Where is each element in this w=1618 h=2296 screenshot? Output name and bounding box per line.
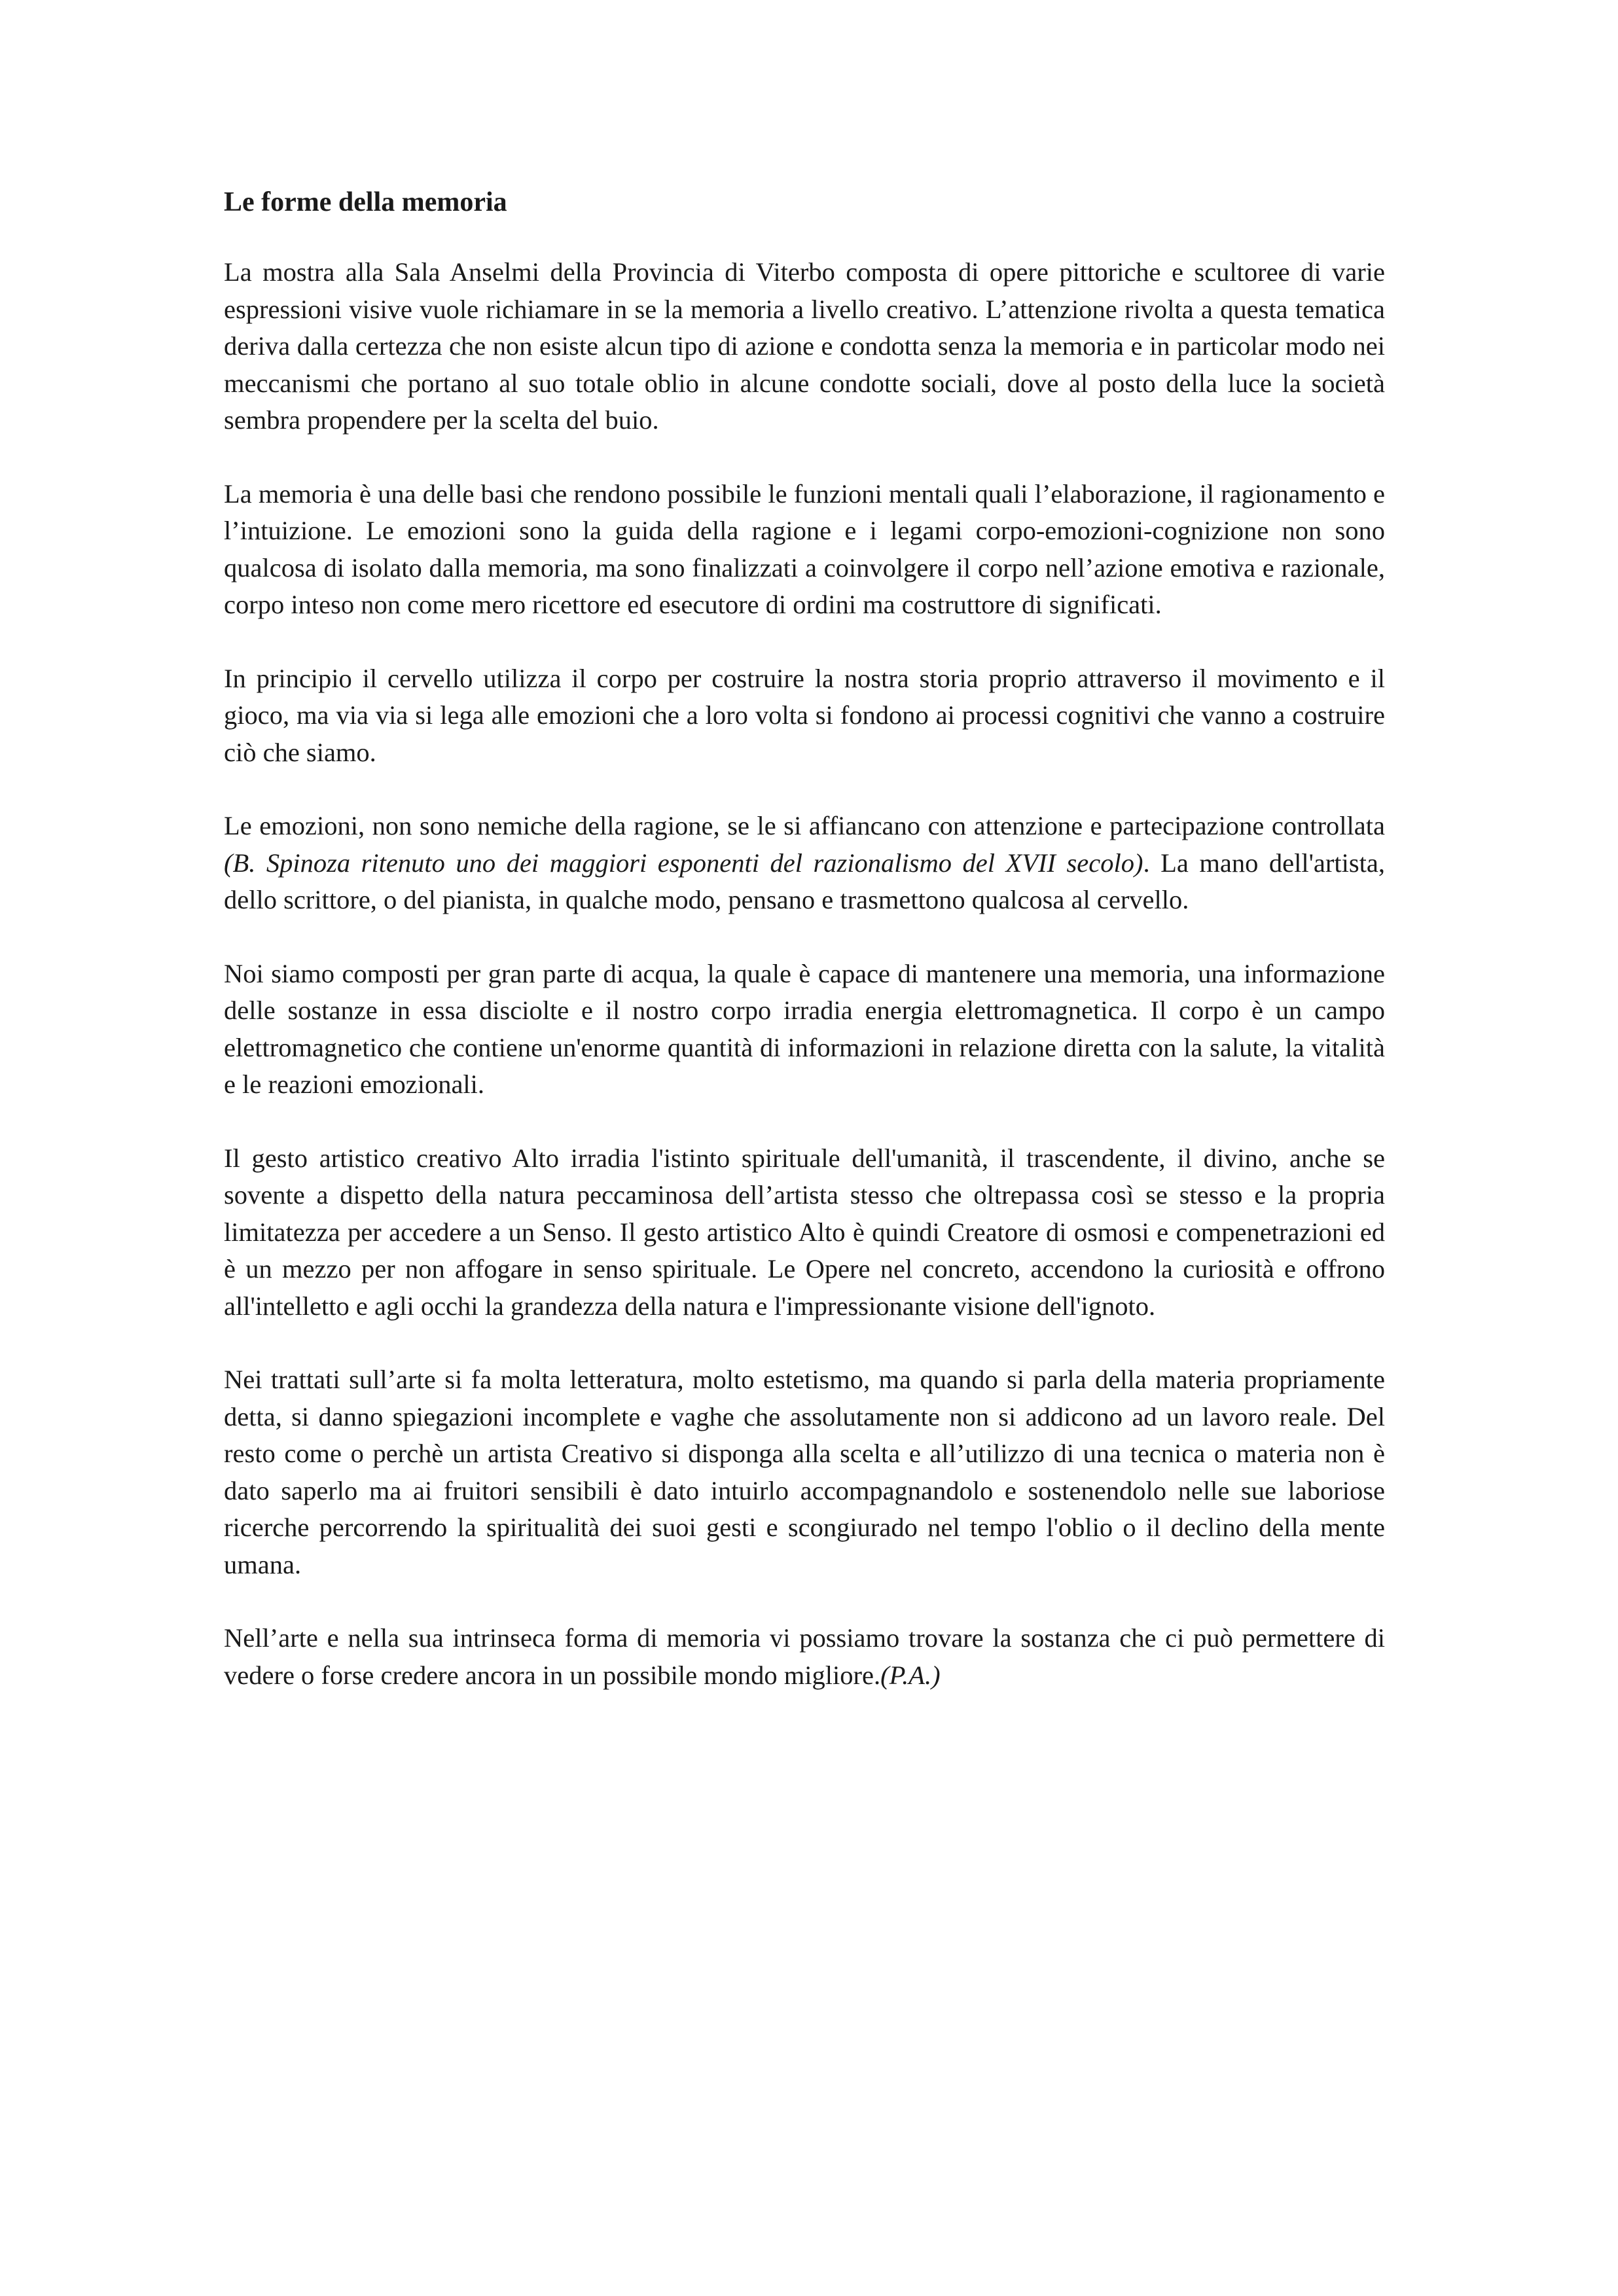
document-page [224, 183, 1385, 1731]
paragraph-8-text: Nell’arte e nella sua intrinseca forma di memoria vi possiamo trovare la sostanza che ci può permettere di vedere o forse credere ancora in un possibile mondo migliore. [224, 1623, 1385, 1690]
paragraph-4 [224, 808, 1385, 919]
paragraph-8-signature: (P.A.) [880, 1660, 941, 1690]
document-title: Le forme della memoria [224, 187, 507, 217]
paragraph-6: Il gesto artistico creativo Alto irradia l'istinto spirituale dell'umanità, il trascendente, il divino, anche se sovente a dispetto della natura peccaminosa dell’artista stesso che oltrepassa così se stesso e la propria limitatezza per accedere a un Senso. Il gesto artistico Alto è quindi Creatore di osmosi e compenetrazioni ed è un mezzo per non affogare in senso spirituale. Le Opere nel concreto, accendono la curiosità e offrono all'intelletto e agli occhi la grandezza della natura e l'impressionante visione dell'ignoto. [224, 1143, 1385, 1321]
paragraph-5: Noi siamo composti per gran parte di acqua, la quale è capace di mantenere una memoria, una informazione delle sostanze in essa disciolte e il nostro corpo irradia energia elettromagnetica. Il corpo è un campo elettromagnetico che contiene un'enorme quantità di informazioni in relazione diretta con la salute, la vitalità e le reazioni emozionali. [224, 958, 1385, 1099]
paragraph-4-text-before: Le emozioni, non sono nemiche della ragione, se le si affiancano con attenzione e partecipazione controllata [224, 811, 1385, 840]
paragraph-3: In principio il cervello utilizza il corpo per costruire la nostra storia proprio attraverso il movimento e il gioco, ma via via si lega alle emozioni che a loro volta si fondono ai processi cognitivi che vanno a costruire ciò che siamo. [224, 663, 1385, 767]
paragraph-8 [224, 1620, 1385, 1694]
paragraph-4-text-after: . La mano dell'artista, dello scrittore, o del pianista, in qualche modo, pensano e trasmettono qualcosa al cervello. [224, 848, 1385, 914]
paragraph-1: La mostra alla Sala Anselmi della Provincia di Viterbo composta di opere pittoriche e scultoree di varie espressioni visive vuole richiamare in se la memoria a livello creativo. L’attenzione rivolta a questa tematica deriva dalla certezza che non esiste alcun tipo di azione e condotta senza la memoria e in particolar modo nei meccanismi che portano al suo totale oblio in alcune condotte sociali, dove al posto della luce la società sembra propendere per la scelta del buio. [224, 257, 1385, 435]
paragraph-2: La memoria è una delle basi che rendono possibile le funzioni mentali quali l’elaborazione, il ragionamento e l’intuizione. Le emozioni sono la guida della ragione e i legami corpo-emozioni-cognizione non sono qualcosa di isolato dalla memoria, ma sono finalizzati a coinvolgere il corpo nell’azione emotiva e razionale, corpo inteso non come mero ricettore ed esecutore di ordini ma costruttore di significati. [224, 478, 1385, 619]
paragraph-4-citation: (B. Spinoza ritenuto uno dei maggiori esponenti del razionalismo del XVII secolo) [224, 848, 1143, 878]
paragraph-7: Nei trattati sull’arte si fa molta letteratura, molto estetismo, ma quando si parla della materia propriamente detta, si danno spiegazioni incomplete e vaghe che assolutamente non si addicono ad un lavoro reale. Del resto come o perchè un artista Creativo si disponga alla scelta e all’utilizzo di una tecnica o materia non è dato saperlo ma ai fruitori sensibili è dato intuirlo accompagnandolo e sostenendolo nelle sue laboriose ricerche percorrendo la spiritualità dei suoi gesti e scongiurado nel tempo l'oblio o il declino della mente umana. [224, 1365, 1385, 1579]
